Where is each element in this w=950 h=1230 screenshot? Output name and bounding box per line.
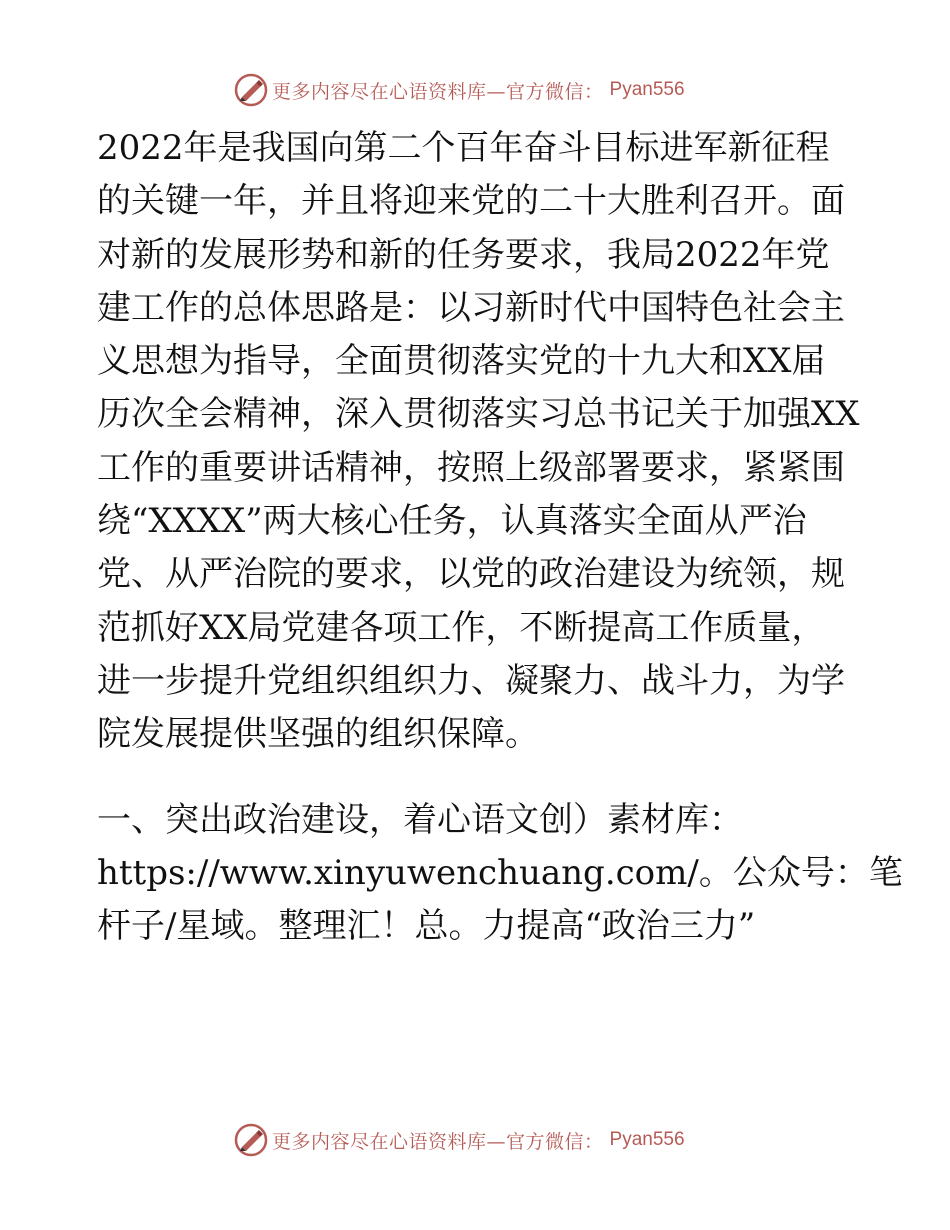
header-watermark [234,70,685,110]
watermark-text: 更多内容尽在心语资料库—官方微信： [272,80,604,103]
watermark-text: 更多内容尽在心语资料库—官方微信： [272,1130,604,1153]
pen-logo-icon [234,1123,268,1157]
footer-watermark [234,1120,685,1160]
section-heading-line: 一、突出政治建设，着心语文创）素材库： [97,799,743,840]
document-body [97,122,903,953]
text-line: 院发展提供坚强的组织保障。 [97,714,539,755]
text-line: 对新的发展形势和新的任务要求，我局2022年党 [97,234,830,275]
text-line: 的关键一年，并且将迎来党的二十大胜利召开。面 [97,181,845,222]
text-line: 范抓好XX局党建各项工作，不断提高工作质量， [97,607,826,648]
text-line: 工作的重要讲话精神，按照上级部署要求，紧紧围 [97,447,845,488]
url-line: https://www.xinyuwenchuang.com/。公众号：笔 [97,852,903,893]
watermark-wechat-id: Pyan556 [609,79,685,100]
text-line: 绕“XXXX”两大核心任务，认真落实全面从严治 [97,501,807,542]
text-line: 杆子/星域。整理汇！总。力提高“政治三力” [97,906,756,947]
text-line: 党、从严治院的要求，以党的政治建设为统领，规 [97,554,845,595]
paragraph-intro [97,122,887,762]
pen-logo-icon [234,73,268,107]
text-line: 2022年是我国向第二个百年奋斗目标进军新征程 [97,128,830,168]
text-line: 进一步提升党组织组织力、凝聚力、战斗力，为学 [97,660,845,701]
text-line: 历次全会精神，深入贯彻落实习总书记关于加强XX [97,394,860,435]
text-line: 义思想为指导，全面贯彻落实党的十九大和XX届 [97,341,826,382]
paragraph-section-one [97,794,903,954]
watermark-wechat-id: Pyan556 [609,1129,685,1150]
paragraph-gap [97,762,887,794]
text-line: 建工作的总体思路是：以习新时代中国特色社会主 [97,287,845,328]
